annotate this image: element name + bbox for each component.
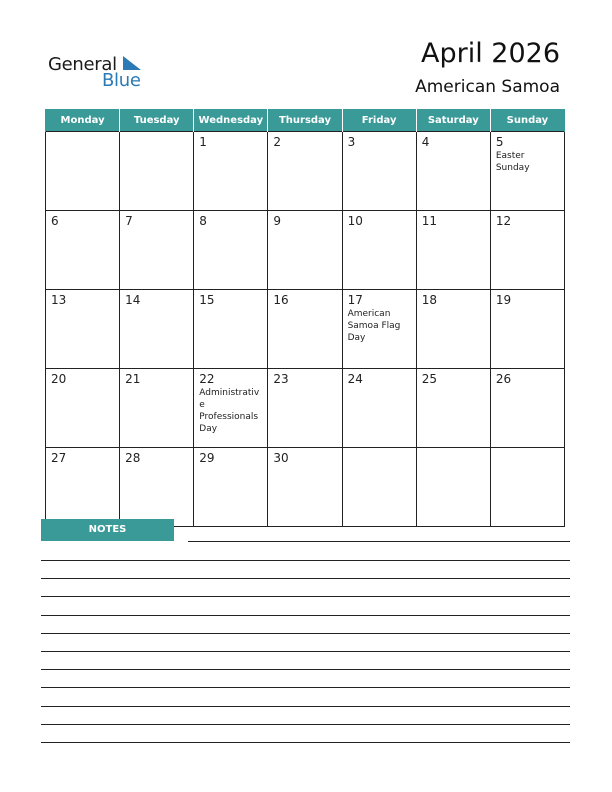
calendar-day-cell <box>46 211 120 290</box>
day-number: 10 <box>347 214 363 228</box>
calendar-week-row <box>46 211 565 290</box>
holiday-label: Administrative Professionals Day <box>199 388 260 434</box>
calendar-day-cell <box>194 448 268 527</box>
day-number: 6 <box>51 214 59 228</box>
calendar-day-cell <box>342 448 416 527</box>
weekday-header: Friday <box>342 109 416 132</box>
calendar-day-cell <box>46 132 120 211</box>
weekday-header-row <box>46 109 565 132</box>
calendar-day-cell <box>268 211 342 290</box>
calendar-day-cell <box>416 369 490 448</box>
calendar-day-cell <box>194 369 268 448</box>
calendar-day-cell <box>490 448 564 527</box>
calendar-day-cell <box>342 211 416 290</box>
calendar-day-cell <box>120 369 194 448</box>
notes-line <box>41 724 570 725</box>
day-number: 19 <box>495 293 512 307</box>
calendar-day-cell <box>120 448 194 527</box>
calendar-day-cell <box>120 211 194 290</box>
calendar-day-cell <box>194 290 268 369</box>
day-number: 22 <box>199 372 215 386</box>
calendar-week-row <box>46 369 565 448</box>
calendar-day-cell <box>342 132 416 211</box>
calendar-day-cell <box>490 290 564 369</box>
calendar-day-cell <box>490 369 564 448</box>
calendar-day-cell <box>194 211 268 290</box>
day-number: 30 <box>273 451 289 465</box>
day-number: 3 <box>347 135 356 149</box>
day-number: 20 <box>51 372 67 386</box>
calendar-day-cell <box>416 290 490 369</box>
calendar-day-cell <box>120 132 194 211</box>
notes-line <box>41 633 570 634</box>
day-number: 26 <box>495 372 512 386</box>
calendar-day-cell <box>268 290 342 369</box>
notes-line <box>41 578 570 579</box>
notes-line <box>41 560 570 561</box>
day-number: 21 <box>125 372 141 386</box>
logo-word-blue: Blue <box>102 70 141 91</box>
holiday-label: American Samoa Flag Day <box>347 309 401 343</box>
calendar-region: American Samoa <box>415 77 560 97</box>
logo-word-general: General <box>48 54 117 75</box>
day-number: 2 <box>273 135 282 149</box>
calendar-day-cell <box>268 369 342 448</box>
day-number: 11 <box>421 214 437 228</box>
day-number: 14 <box>125 293 141 307</box>
calendar-grid <box>45 109 565 527</box>
day-number: 8 <box>199 214 207 228</box>
calendar-day-cell <box>342 369 416 448</box>
day-number: 24 <box>347 372 363 386</box>
day-number: 23 <box>273 372 289 386</box>
day-number: 15 <box>199 293 215 307</box>
weekday-header: Thursday <box>268 109 342 132</box>
calendar-day-cell <box>490 132 564 211</box>
weekday-header: Wednesday <box>194 109 268 132</box>
calendar-day-cell <box>342 290 416 369</box>
weekday-header: Saturday <box>416 109 490 132</box>
day-number: 5 <box>495 135 504 149</box>
calendar-week-row <box>46 448 565 527</box>
calendar-day-cell <box>416 132 490 211</box>
calendar-title: April 2026 <box>420 38 560 69</box>
notes-line <box>41 669 570 670</box>
calendar-day-cell <box>46 290 120 369</box>
notes-line <box>41 687 570 688</box>
calendar-day-cell <box>46 369 120 448</box>
day-number: 18 <box>421 293 437 307</box>
day-number: 12 <box>495 214 512 228</box>
notes-line <box>41 651 570 652</box>
notes-line <box>41 596 570 597</box>
calendar-day-cell <box>268 132 342 211</box>
weekday-header: Tuesday <box>120 109 194 132</box>
calendar-day-cell <box>416 448 490 527</box>
holiday-label: Easter Sunday <box>495 151 530 173</box>
weekday-header: Monday <box>46 109 120 132</box>
day-number: 27 <box>51 451 67 465</box>
calendar-day-cell <box>268 448 342 527</box>
notes-line <box>41 742 570 743</box>
generalblue-logo <box>48 52 148 92</box>
day-number: 29 <box>199 451 215 465</box>
day-number: 7 <box>125 214 133 228</box>
day-number: 9 <box>273 214 282 228</box>
day-number: 13 <box>51 293 67 307</box>
notes-line <box>41 615 570 616</box>
calendar-day-cell <box>490 211 564 290</box>
day-number: 28 <box>125 451 141 465</box>
notes-label: NOTES <box>41 519 174 541</box>
calendar-day-cell <box>46 448 120 527</box>
weekday-header: Sunday <box>490 109 564 132</box>
day-number: 1 <box>199 135 207 149</box>
day-number: 25 <box>421 372 437 386</box>
calendar-day-cell <box>194 132 268 211</box>
calendar-day-cell <box>416 211 490 290</box>
day-number: 16 <box>273 293 289 307</box>
day-number: 4 <box>421 135 430 149</box>
notes-line <box>188 541 570 542</box>
notes-line <box>41 706 570 707</box>
calendar-week-row <box>46 290 565 369</box>
calendar-day-cell <box>120 290 194 369</box>
calendar-week-row <box>46 132 565 211</box>
day-number: 17 <box>347 293 363 307</box>
